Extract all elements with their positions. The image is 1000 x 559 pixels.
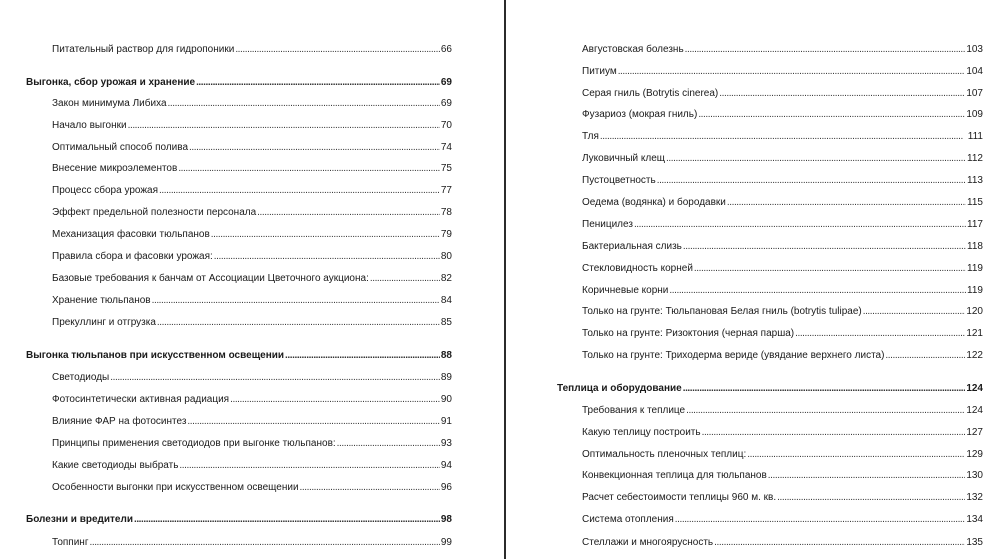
toc-entry-title: Расчет себестоимости теплицы 960 м. кв. — [582, 492, 777, 503]
toc-entry-title: Коричневые корни — [582, 285, 669, 296]
toc-entry[interactable] — [52, 394, 452, 406]
toc-entry[interactable] — [52, 163, 452, 175]
toc-entry[interactable] — [52, 295, 452, 307]
toc-entry-title: Требования к теплице — [582, 405, 686, 416]
leader-dots — [337, 438, 440, 450]
toc-entry-title: Какую теплицу построить — [582, 427, 701, 438]
toc-entry-title: Стекловидность корней — [582, 263, 693, 274]
leader-dots — [683, 241, 966, 253]
toc-entry-page: 129 — [966, 449, 983, 460]
toc-entry-title: Принципы применения светодиодов при выгонке тюльпанов: — [52, 438, 336, 449]
leader-dots — [702, 427, 966, 439]
leader-dots — [159, 185, 440, 197]
toc-entry[interactable] — [582, 263, 983, 275]
toc-entry-title: Серая гниль (Botrytis cinerea) — [582, 88, 719, 99]
toc-entry-page: 94 — [440, 460, 452, 471]
toc-entry[interactable] — [582, 427, 983, 439]
toc-entry[interactable] — [582, 537, 983, 549]
leader-dots — [189, 142, 440, 154]
toc-entry[interactable] — [582, 219, 983, 231]
toc-chapter-title: Теплица и оборудование — [557, 383, 682, 394]
leader-dots — [196, 77, 440, 89]
leader-dots — [178, 163, 440, 175]
toc-entry-title: Оптимальность пленочных теплиц: — [582, 449, 747, 460]
toc-entry[interactable] — [582, 44, 983, 56]
toc-entry-title: Система отопления — [582, 514, 674, 525]
toc-entry[interactable] — [52, 416, 452, 428]
toc-entry[interactable] — [582, 109, 983, 121]
toc-entry[interactable] — [582, 449, 983, 461]
leader-dots — [257, 207, 440, 219]
toc-entry[interactable] — [582, 514, 983, 526]
toc-entry[interactable] — [52, 120, 452, 132]
toc-entry-page: 74 — [440, 142, 452, 153]
leader-dots — [885, 350, 965, 362]
leader-dots — [669, 285, 966, 297]
leader-dots — [214, 251, 440, 263]
toc-entry-title: Топпинг — [52, 537, 89, 548]
toc-entry-page: 82 — [440, 273, 452, 284]
toc-entry-title: Хранение тюльпанов — [52, 295, 151, 306]
toc-entry[interactable] — [582, 88, 983, 100]
toc-entry[interactable] — [52, 229, 452, 241]
toc-entry-title: Пустоцветность — [582, 175, 656, 186]
leader-dots — [675, 514, 966, 526]
toc-entry-page: 93 — [440, 438, 452, 449]
toc-entry-page: 84 — [440, 295, 452, 306]
toc-chapter[interactable] — [26, 77, 452, 89]
toc-entry-title: Тля — [582, 131, 599, 142]
toc-entry-title: Только на грунте: Ризоктония (черная парша) — [582, 328, 795, 339]
toc-entry[interactable] — [52, 98, 452, 110]
leader-dots — [727, 197, 966, 209]
toc-entry-page: 70 — [440, 120, 452, 131]
toc-entry-page: 66 — [440, 44, 452, 55]
toc-entry[interactable] — [52, 185, 452, 197]
toc-entry-page: 90 — [440, 394, 452, 405]
leader-dots — [683, 383, 966, 395]
leader-dots — [235, 44, 440, 56]
leader-dots — [187, 416, 439, 428]
leader-dots — [89, 537, 439, 549]
toc-entry[interactable] — [582, 470, 983, 482]
toc-chapter-title: Выгонка, сбор урожая и хранение — [26, 77, 196, 88]
toc-entry-title: Внесение микроэлементов — [52, 163, 178, 174]
toc-entry-page: 115 — [967, 197, 983, 208]
toc-entry[interactable] — [52, 44, 452, 56]
leader-dots — [600, 131, 967, 143]
toc-chapter[interactable] — [26, 514, 452, 526]
toc-entry[interactable] — [52, 273, 452, 285]
toc-entry-title: Питиум — [582, 66, 617, 77]
toc-entry-title: Оедема (водянка) и бородавки — [582, 197, 726, 208]
toc-entry-page: 77 — [440, 185, 452, 196]
toc-entry[interactable] — [52, 317, 452, 329]
toc-entry-page: 119 — [967, 285, 983, 296]
toc-entry-title: Пеницилез — [582, 219, 633, 230]
toc-entry-page: 103 — [966, 44, 983, 55]
toc-entry[interactable] — [582, 285, 983, 297]
toc-entry-title: Особенности выгонки при искусственном освещении — [52, 482, 299, 493]
leader-dots — [698, 109, 965, 121]
toc-entry-page: 69 — [440, 98, 452, 109]
toc-entry-title: Начало выгонки — [52, 120, 127, 131]
leader-dots — [634, 219, 966, 231]
toc-chapter-page: 124 — [966, 383, 983, 394]
leader-dots — [657, 175, 966, 187]
toc-entry[interactable] — [52, 460, 452, 472]
toc-entry-title: Прекуллинг и отгрузка — [52, 317, 156, 328]
toc-entry[interactable] — [582, 153, 983, 165]
leader-dots — [747, 449, 965, 461]
toc-entry-page: 135 — [966, 537, 983, 548]
toc-entry-page: 120 — [966, 306, 983, 317]
leader-dots — [110, 372, 440, 384]
toc-chapter[interactable] — [26, 350, 452, 362]
leader-dots — [666, 153, 966, 165]
toc-entry-page: 109 — [966, 109, 983, 120]
toc-entry-page: 119 — [967, 263, 983, 274]
toc-entry-page: 78 — [440, 207, 452, 218]
toc-entry-title: Эффект предельной полезности персонала — [52, 207, 257, 218]
toc-entry-title: Только на грунте: Триходерма вериде (увядание верхнего листа) — [582, 350, 885, 361]
toc-entry[interactable] — [52, 482, 452, 494]
leader-dots — [157, 317, 440, 329]
leader-dots — [795, 328, 965, 340]
leader-dots — [179, 460, 439, 472]
toc-entry-page: 117 — [967, 219, 983, 230]
toc-chapter-page: 88 — [440, 350, 452, 361]
toc-entry-page: 121 — [966, 328, 983, 339]
toc-entry[interactable] — [582, 492, 983, 504]
toc-entry[interactable] — [582, 306, 983, 318]
toc-entry-title: Какие светодиоды выбрать — [52, 460, 179, 471]
toc-entry-title: Бактериальная слизь — [582, 241, 682, 252]
toc-list-right — [508, 0, 1000, 559]
toc-entry-title: Базовые требования к банчам от Ассоциации Цветочного аукциона: — [52, 273, 369, 284]
toc-entry-page: 80 — [440, 251, 452, 262]
toc-entry[interactable] — [582, 197, 983, 209]
toc-entry-page: 113 — [967, 175, 983, 186]
toc-entry[interactable] — [582, 131, 983, 143]
toc-entry-page: 99 — [440, 537, 452, 548]
toc-entry-page: 130 — [966, 470, 983, 481]
toc-entry-title: Стеллажи и многоярусность — [582, 537, 714, 548]
leader-dots — [768, 470, 966, 482]
toc-entry-page: 118 — [967, 241, 983, 252]
leader-dots — [686, 405, 965, 417]
toc-entry-page: 132 — [966, 492, 983, 503]
toc-entry-page: 75 — [440, 163, 452, 174]
toc-entry-title: Правила сбора и фасовки урожая: — [52, 251, 213, 262]
toc-entry[interactable] — [582, 350, 983, 362]
toc-entry[interactable] — [52, 537, 452, 549]
leader-dots — [285, 350, 440, 362]
leader-dots — [685, 44, 966, 56]
toc-entry-title: Питательный раствор для гидропоники — [52, 44, 235, 55]
toc-entry[interactable] — [52, 438, 452, 450]
toc-entry-title: Фотосинтетически активная радиация — [52, 394, 230, 405]
toc-chapter-page: 98 — [440, 514, 452, 525]
toc-entry-page: 91 — [440, 416, 452, 427]
leader-dots — [300, 482, 440, 494]
leader-dots — [863, 306, 966, 318]
toc-entry-title: Закон минимума Либиха — [52, 98, 167, 109]
toc-entry[interactable] — [52, 207, 452, 219]
toc-entry-title: Только на грунте: Тюльпановая Белая гниль (botrytis tulipae) — [582, 306, 862, 317]
toc-entry-title: Светодиоды — [52, 372, 110, 383]
toc-entry-page: 89 — [440, 372, 452, 383]
toc-entry[interactable] — [582, 328, 983, 340]
toc-entry-page: 96 — [440, 482, 452, 493]
toc-entry-title: Фузариоз (мокрая гниль) — [582, 109, 698, 120]
toc-entry[interactable] — [52, 372, 452, 384]
toc-entry[interactable] — [582, 405, 983, 417]
toc-entry-page: 134 — [966, 514, 983, 525]
toc-entry[interactable] — [582, 241, 983, 253]
toc-entry-page: 122 — [966, 350, 983, 361]
leader-dots — [134, 514, 440, 526]
toc-entry-page: 111 — [967, 131, 983, 142]
toc-entry-title: Конвекционная теплица для тюльпанов — [582, 470, 767, 481]
leader-dots — [714, 537, 965, 549]
leader-dots — [370, 273, 440, 285]
toc-entry[interactable] — [582, 66, 983, 78]
leader-dots — [719, 88, 965, 100]
toc-chapter-page: 69 — [440, 77, 452, 88]
toc-entry-page: 127 — [966, 427, 983, 438]
toc-entry-title: Процесс сбора урожая — [52, 185, 159, 196]
leader-dots — [211, 229, 440, 241]
toc-chapter[interactable] — [557, 383, 983, 395]
leader-dots — [152, 295, 440, 307]
toc-chapter-title: Выгонка тюльпанов при искусственном освещении — [26, 350, 285, 361]
leader-dots — [230, 394, 440, 406]
toc-entry-page: 85 — [440, 317, 452, 328]
toc-entry-title: Оптимальный способ полива — [52, 142, 189, 153]
toc-entry[interactable] — [582, 175, 983, 187]
toc-entry-page: 124 — [966, 405, 983, 416]
leader-dots — [694, 263, 966, 275]
toc-entry-title: Августовская болезнь — [582, 44, 684, 55]
toc-entry-page: 112 — [967, 153, 983, 164]
toc-entry-page: 104 — [966, 66, 983, 77]
toc-entry[interactable] — [52, 142, 452, 154]
leader-dots — [168, 98, 440, 110]
leader-dots — [128, 120, 440, 132]
leader-dots — [618, 66, 966, 78]
toc-entry-title: Луковичный клещ — [582, 153, 666, 164]
leader-dots — [777, 492, 965, 504]
page-spine-divider — [504, 0, 506, 559]
toc-entry-page: 79 — [440, 229, 452, 240]
toc-page-right — [508, 0, 1000, 559]
toc-entry-title: Влияние ФАР на фотосинтез — [52, 416, 187, 427]
toc-entry-title: Механизация фасовки тюльпанов — [52, 229, 210, 240]
toc-chapter-title: Болезни и вредители — [26, 514, 133, 525]
toc-entry-page: 107 — [966, 88, 983, 99]
toc-entry[interactable] — [52, 251, 452, 263]
